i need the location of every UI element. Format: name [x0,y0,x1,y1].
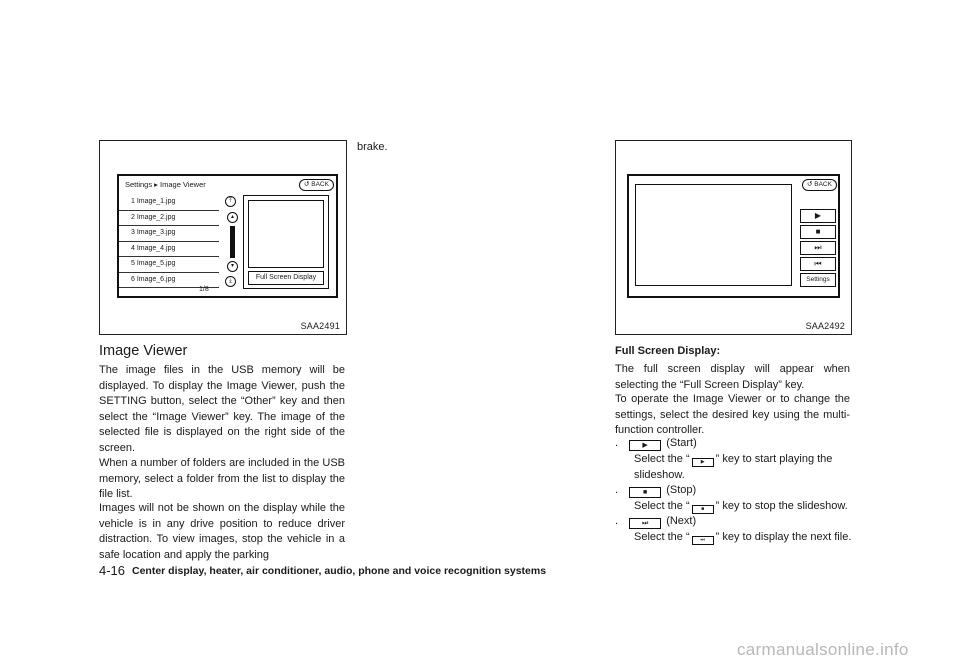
section-heading: Image Viewer [99,343,188,359]
bullet-label: (Start) [666,437,697,449]
file-item[interactable]: 4 Image_4.jpg [119,242,219,258]
next-button[interactable]: ⏭ [800,241,836,255]
image-viewer-screen [117,174,338,298]
figure-full-screen [615,140,852,335]
scroll-top-icon[interactable]: ⤒ [225,196,236,207]
full-screen-display-button[interactable]: Full Screen Display [248,271,324,285]
bullet-stop [615,483,855,499]
desc-post: ” key to start playing the slideshow. [634,453,833,481]
previous-button[interactable]: ⏮ [800,257,836,271]
figure-image-viewer [99,140,347,335]
settings-button[interactable]: Settings [800,273,836,287]
desc-post: ” key to stop the slideshow. [715,500,848,512]
paragraph: The full screen display will appear when selecting the “Full Screen Display” key. [615,363,850,391]
watermark: carmanualsonline.info [737,640,909,659]
paragraph: brake. [357,141,388,153]
back-label: BACK [311,181,329,188]
stop-button[interactable]: ■ [800,225,836,239]
bullet-label: (Stop) [666,484,697,496]
scroll-bottom-icon[interactable]: ⤓ [225,276,236,287]
bullet-next [615,514,855,530]
bullet-description [634,530,864,546]
start-key-icon: ▶ [692,458,714,467]
paragraph: Images will not be shown on the display while the vehicle is in any drive position to reduce driver distraction. To view images, stop the vehicle in a safe location and apply the parking [99,502,345,561]
paragraph: When a number of folders are included in the USB memory, select a folder from the list to display the file list. [99,457,345,501]
stop-key-icon: ■ [629,487,661,498]
figure-caption: SAA2491 [300,321,340,331]
paragraph: The image files in the USB memory will be displayed. To display the Image Viewer, push the SETTING button, select the “Other” key and then select the “Image Viewer” key. The image of the selected file is displayed on the right side of the screen. [99,364,345,454]
bullet-label: (Next) [666,515,697,527]
bullet-description [634,452,850,483]
desc-pre: Select the “ [634,531,690,543]
scroll-thumb[interactable] [230,226,235,258]
file-item[interactable]: 5 Image_5.jpg [119,257,219,273]
bullet-dot: . [615,484,619,496]
page-number: 4-16 [99,563,126,578]
desc-pre: Select the “ [634,500,690,512]
chapter-title: Center display, heater, air conditioner, audio, phone and voice recognition systems [132,565,547,577]
bullet-description [634,499,864,515]
back-label: BACK [814,181,832,188]
file-item[interactable]: 2 Image_2.jpg [119,211,219,227]
file-item[interactable]: 3 Image_3.jpg [119,226,219,242]
back-button[interactable]: ↺ BACK [802,179,837,191]
back-button[interactable]: ↺ BACK [299,179,334,191]
bullet-start [615,436,855,452]
next-key-icon: ⏭ [629,518,661,529]
file-item[interactable]: 6 Image_6.jpg [119,273,219,289]
file-list [119,195,219,288]
start-key-icon: ▶ [629,440,661,451]
image-preview [248,200,324,268]
bullet-dot: . [615,437,619,449]
next-key-icon: ⏭ [692,536,714,545]
paragraph: To operate the Image Viewer or to change the settings, select the desired key using the multi-function controller. [615,393,850,437]
preview-frame [243,195,329,289]
full-screen-display [627,174,840,298]
image-display-area [635,184,792,286]
breadcrumb: Settings ▸ Image Viewer [125,180,206,189]
scroll-down-icon[interactable]: ▾ [227,261,238,272]
section-heading: Full Screen Display: [615,345,721,357]
desc-pre: Select the “ [634,453,690,465]
figure-caption: SAA2492 [805,321,845,331]
file-item[interactable]: 1 Image_1.jpg [119,195,219,211]
bullet-dot: . [615,515,619,527]
start-button[interactable]: ▶ [800,209,836,223]
page-indicator: 1/8 [199,286,209,293]
scroll-up-icon[interactable]: ▴ [227,212,238,223]
desc-post: ” key to display the next file. [715,531,852,543]
stop-key-icon: ■ [692,505,714,514]
